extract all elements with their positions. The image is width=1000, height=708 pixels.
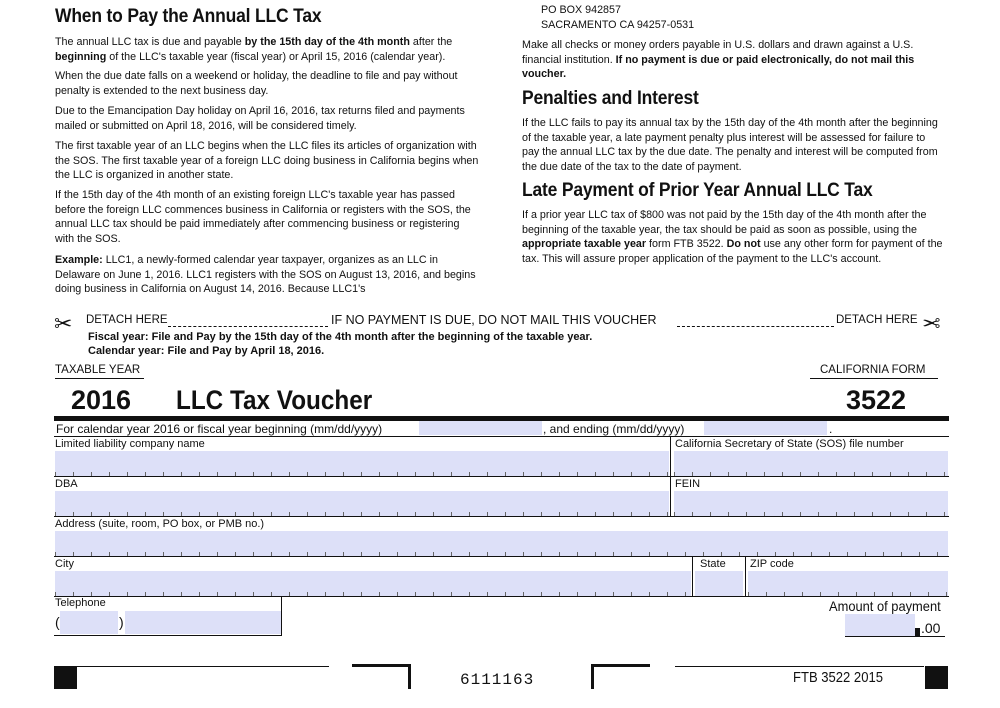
corner-mark-right-top xyxy=(591,664,650,667)
fiscal-year-instruction: Fiscal year: File and Pay by the 15th day of the 4th month after the beginning of the taxable year. xyxy=(88,331,593,343)
fiscal-begin-date-field[interactable] xyxy=(419,421,542,435)
para-weekend: When the due date falls on a weekend or holiday, the deadline to file and pay without penalty is extended to the next business day. xyxy=(55,70,458,97)
form-id: FTB 3522 2015 xyxy=(793,670,883,686)
zip-label: ZIP code xyxy=(750,558,794,570)
row3-rule xyxy=(54,556,949,557)
row2-rule xyxy=(54,516,949,517)
scissors-left-icon: ✂ xyxy=(54,311,73,336)
state-field[interactable] xyxy=(695,571,743,596)
para-due-date: The annual LLC tax is due and payable by the 15th day of the 4th month after the beginning of the LLC's taxable year (fiscal year) or April 15, 2016 (calendar year). xyxy=(55,36,453,63)
period-middle: , and ending (mm/dd/yyyy) xyxy=(543,422,685,436)
california-form-rule xyxy=(810,378,938,379)
voucher-year: 2016 xyxy=(71,385,132,415)
area-code-field[interactable] xyxy=(60,611,118,634)
dba-label: DBA xyxy=(55,478,78,490)
heading-late-payment: Late Payment of Prior Year Annual LLC Tax xyxy=(522,180,873,201)
phone-open-paren: ( xyxy=(55,614,60,630)
telephone-divider xyxy=(281,596,282,636)
state-label: State xyxy=(700,558,726,570)
period-end: . xyxy=(829,422,833,436)
detach-here-left: DETACH HERE xyxy=(86,314,168,326)
registration-mark-left xyxy=(54,666,77,689)
scan-code: 6111163 xyxy=(460,671,535,689)
period-rule xyxy=(54,436,949,437)
amount-rule xyxy=(845,636,945,637)
taxable-year-rule xyxy=(55,378,144,379)
calendar-year-instruction: Calendar year: File and Pay by April 18, 2016. xyxy=(88,345,325,357)
heading-penalties: Penalties and Interest xyxy=(522,88,699,109)
para-payable: Make all checks or money orders payable in U.S. dollars and drawn against a U.S. financial institution. If no payment is due or paid electronically, do not mail this voucher. xyxy=(522,39,915,80)
sos-number-label: California Secretary of State (SOS) file number xyxy=(675,438,904,450)
row1-rule xyxy=(54,476,949,477)
form-number: 3522 xyxy=(846,385,907,415)
corner-mark-right-side xyxy=(591,664,594,689)
amount-of-payment-field[interactable] xyxy=(845,614,915,636)
fein-label: FEIN xyxy=(675,478,701,490)
decimal-marker xyxy=(915,628,920,636)
taxable-year-label: TAXABLE YEAR xyxy=(55,364,141,376)
telephone-label: Telephone xyxy=(55,597,106,609)
period-prefix: For calendar year 2016 or fiscal year beginning (mm/dd/yyyy) xyxy=(56,422,383,436)
corner-mark-left-top xyxy=(352,664,411,667)
voucher-title: LLC Tax Voucher xyxy=(176,385,373,415)
footer-rule-left xyxy=(77,666,329,667)
amount-cents: .00 xyxy=(921,620,941,636)
amount-of-payment-label: Amount of payment xyxy=(829,598,941,614)
para-late-payment: If a prior year LLC tax of $800 was not paid by the 15th day of the 4th month after the beginning of the taxable year, the tax should be paid as soon as possible, using the appropriate taxable year form FTB 3522. Do not use any other form for payment of the tax. This will assure proper application of the payment to the LLC's account. xyxy=(522,209,943,265)
registration-mark-right xyxy=(925,666,948,689)
detach-center-notice: IF NO PAYMENT IS DUE, DO NOT MAIL THIS VOUCHER xyxy=(331,313,657,327)
phone-close-paren: ) xyxy=(119,614,124,630)
corner-mark-left-side xyxy=(408,664,411,689)
detach-here-right: DETACH HERE xyxy=(836,314,918,326)
phone-number-field[interactable] xyxy=(125,611,281,634)
para-emancipation: Due to the Emancipation Day holiday on April 16, 2016, tax returns filed and payments mailed or submitted on April 18, 2016, will be considered timely. xyxy=(55,105,465,132)
mailing-address-line2: SACRAMENTO CA 94257-0531 xyxy=(541,19,695,31)
company-name-label: Limited liability company name xyxy=(55,438,205,450)
footer-rule-right xyxy=(675,666,924,667)
telephone-rule xyxy=(54,635,282,636)
para-foreign-llc: If the 15th day of the 4th month of an existing foreign LLC's taxable year has passed before the foreign LLC commences business in California or registers with the SOS, the annual LLC tax should be paid immediately after commencing business or registering with the SOS. xyxy=(55,189,471,245)
para-first-year: The first taxable year of an LLC begins when the LLC files its articles of organization with the SOS. The first taxable year of a foreign LLC doing business in California begins when the LLC is organized in another state. xyxy=(55,140,479,181)
city-state-divider xyxy=(692,556,693,597)
city-label: City xyxy=(55,558,74,570)
scissors-right-icon: ✂ xyxy=(922,311,941,336)
mailing-address-line1: PO BOX 942857 xyxy=(541,4,621,16)
detach-dash-right xyxy=(677,326,834,327)
california-form-label: CALIFORNIA FORM xyxy=(820,364,926,376)
para-example: Example: LLC1, a newly-formed calendar year taxpayer, organizes as an LLC in Delaware on June 1, 2016. LLC1 registers with the SOS on August 13, 2016, and begins doing business in California on August 14, 2016. Because LLC1's xyxy=(55,254,476,295)
para-penalties: If the LLC fails to pay its annual tax by the 15th day of the 4th month after the beginning of the taxable year, a late payment penalty plus interest will be assessed for failure to pay the annual LLC tax by the due date. The penalty and interest will be computed from the due date of the tax to the date of payment. xyxy=(522,117,938,173)
address-label: Address (suite, room, PO box, or PMB no.) xyxy=(55,518,265,530)
row4-rule xyxy=(54,596,949,597)
detach-dash-left xyxy=(168,326,328,327)
state-zip-divider xyxy=(745,556,746,597)
heading-when-to-pay: When to Pay the Annual LLC Tax xyxy=(55,6,322,27)
fiscal-end-date-field[interactable] xyxy=(704,421,827,435)
